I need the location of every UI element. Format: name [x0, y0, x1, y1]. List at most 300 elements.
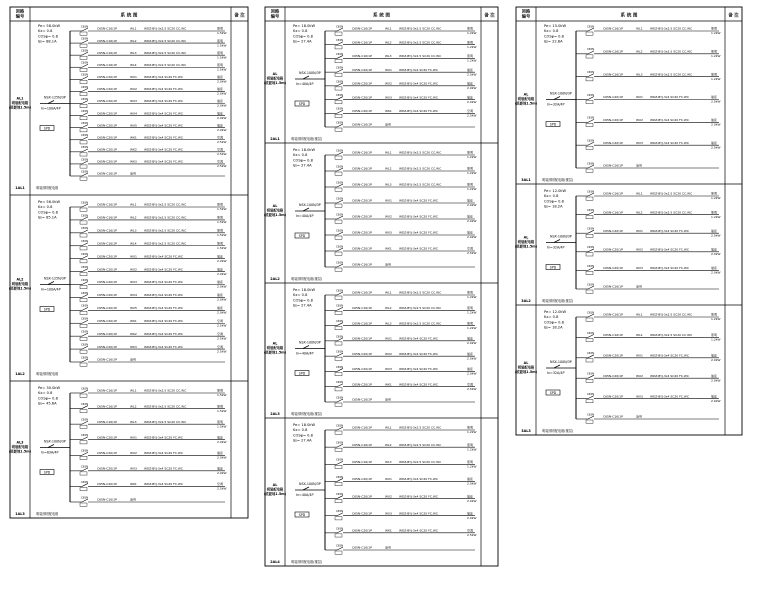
branch-breaker-tag: C65N — [587, 48, 595, 52]
branch-circuit-row — [70, 145, 227, 156]
load-parameter: COSφ= 0.8 — [293, 158, 313, 163]
branch-breaker-model: C65N-C20/1P — [97, 344, 117, 349]
load-power: 2.0kW — [711, 252, 721, 256]
load-use: 空调 — [217, 482, 224, 487]
branch-breaker-model: C65N-C20/1P — [352, 198, 372, 203]
load-use: 照明 — [217, 202, 224, 207]
branch-circuit-row — [70, 386, 227, 397]
branch-circuit-row — [576, 93, 721, 104]
cable-spec: WDZ-BYJ-3x2.5 SC20 CC.WC — [399, 442, 442, 447]
panel-id: 3AL2 — [521, 299, 531, 303]
branch-circuit-row — [70, 480, 227, 491]
rcd-box — [335, 448, 342, 451]
rcd-box — [80, 234, 87, 237]
rcd-box — [80, 441, 87, 444]
branch-breaker-tag: C65N — [81, 85, 89, 89]
branch-breaker-tag: C65N — [81, 109, 89, 113]
cable-spec: WDZ-BYJ-3x4 SC20 FC.WC — [650, 118, 689, 123]
branch-breaker-model: C65N-C20/1P — [603, 118, 623, 123]
branch-breaker-tag: C65N — [81, 61, 89, 65]
main-breaker-rating: In=40A/4P — [296, 493, 314, 497]
branch-breaker-symbol — [337, 248, 343, 251]
circuit-number: WK2 — [130, 147, 137, 152]
load-use: 插座 — [711, 247, 718, 252]
load-power: 2.0kW — [467, 99, 477, 104]
load-parameter: COSφ= 0.8 — [544, 34, 564, 39]
branch-breaker-symbol — [82, 320, 88, 323]
circuit-number: WL4 — [130, 62, 137, 67]
branch-breaker-model: C65N-C20/1P — [97, 159, 117, 164]
load-power: 2.0kW — [217, 79, 227, 84]
branch-breaker-tag: C65N — [336, 52, 344, 56]
load-use: 插座 — [217, 450, 224, 455]
panel-description: (底距地1.5m) — [263, 491, 287, 496]
panel-footer-note: 明装照明配电箱 — [36, 372, 59, 376]
branch-breaker-model: C65N-C20/1P — [352, 477, 372, 482]
load-use: 插座 — [467, 494, 474, 499]
distribution-panel-3AL3 — [515, 305, 742, 433]
rcd-box — [80, 247, 87, 250]
branch-circuit-row — [325, 350, 477, 361]
load-parameter: Kx= 0.8 — [293, 153, 308, 158]
cable-spec: WDZ-BYJ-3x4 SC20 FC.WC — [399, 246, 438, 251]
panel-id: 1AL3 — [15, 512, 25, 516]
branch-circuit-row — [576, 70, 721, 81]
branch-circuit-row — [70, 433, 227, 444]
rcd-box — [335, 101, 342, 104]
branch-circuit-row — [70, 133, 227, 144]
circuit-number: WL1 — [130, 388, 137, 393]
branch-breaker-model: C65N-C16/1P — [603, 191, 623, 196]
circuit-number: WX3 — [385, 511, 392, 516]
circuit-number: WL1 — [385, 26, 392, 31]
branch-breaker-tag: C65N — [336, 197, 344, 201]
branch-breaker-symbol — [588, 212, 594, 215]
cable-spec: WDZ-BYJ-3x4 SC20 FC.WC — [144, 99, 183, 104]
branch-circuit-row — [70, 85, 227, 96]
load-power: 2.5kW — [467, 251, 477, 256]
branch-breaker-tag: C65N — [587, 116, 595, 120]
rcd-box — [80, 472, 87, 475]
rcd-box — [80, 92, 87, 95]
panel-id: 2AL1 — [270, 137, 280, 141]
branch-breaker-symbol — [337, 152, 343, 155]
cable-spec: WDZ-BYJ-3x4 SC20 FC.WC — [650, 140, 689, 145]
branch-breaker-tag: C65N — [587, 139, 595, 143]
load-use: 照明 — [711, 312, 718, 317]
panel-description: (底距地1.5m) — [263, 212, 287, 217]
cable-spec: WDZ-BYJ-3x2.5 SC20 CC.WC — [399, 425, 442, 430]
circuit-number: WL2 — [636, 210, 643, 215]
main-breaker-symbol — [554, 240, 560, 243]
branch-breaker-tag: C65N — [587, 246, 595, 250]
load-use: 照明 — [711, 191, 718, 196]
header-circuit-number: 编号 — [15, 13, 25, 19]
load-power: 1.2kW — [711, 76, 721, 81]
branch-circuit-row — [325, 509, 477, 520]
load-parameter: COSφ= 0.8 — [293, 433, 313, 438]
branch-breaker-model: C65N-C20/1P — [352, 511, 372, 516]
branch-breaker-tag: C65N — [81, 227, 89, 231]
panel-description: (底距地1.5m) — [514, 101, 538, 106]
load-use: 照明 — [217, 388, 224, 393]
circuit-number: WX1 — [385, 198, 392, 203]
branch-breaker-model: C65N-C20/1P — [352, 95, 372, 100]
circuit-number: WL3 — [385, 54, 392, 59]
rcd-box — [80, 456, 87, 459]
cable-spec: WDZ-BYJ-3x4 SC20 FC.WC — [399, 67, 438, 72]
circuit-number: 备用 — [636, 284, 643, 289]
rcd-box — [586, 420, 593, 423]
header-remarks: 备 注 — [728, 13, 739, 19]
load-power: 1.5kW — [217, 67, 227, 72]
circuit-number: WK1 — [130, 482, 137, 487]
branch-breaker-symbol — [337, 264, 343, 267]
load-use: 插座 — [467, 230, 474, 235]
branch-breaker-symbol — [82, 137, 88, 140]
rcd-box — [586, 146, 593, 149]
branch-breaker-model: C65N-C20/1P — [603, 373, 623, 378]
branch-breaker-symbol — [337, 338, 343, 341]
panel-description: 明装配电箱 — [266, 487, 284, 492]
circuit-number: WK1 — [385, 528, 392, 533]
branch-breaker-tag: C65N — [81, 434, 89, 438]
circuit-number: WX2 — [385, 351, 392, 356]
load-power: 2.0kW — [711, 122, 721, 127]
load-use: 照明 — [217, 419, 224, 424]
panel-description: 明装配电箱 — [266, 345, 284, 350]
branch-circuit-row — [576, 116, 721, 127]
circuit-number: WL1 — [130, 202, 137, 207]
circuit-number: WX3 — [636, 394, 643, 399]
load-use: 插座 — [217, 306, 224, 311]
branch-breaker-model: C65N-C16/1P — [352, 545, 372, 550]
load-parameter: Kx= 0.8 — [544, 29, 559, 34]
branch-breaker-tag: C65N — [81, 343, 89, 347]
load-use: 照明 — [467, 26, 474, 31]
load-power: 1.5kW — [217, 424, 227, 429]
load-use: 照明 — [711, 26, 718, 31]
main-breaker-symbol — [48, 282, 54, 285]
branch-breaker-symbol — [588, 74, 594, 77]
branch-breaker-symbol — [337, 461, 343, 464]
load-use: 空调 — [217, 318, 224, 323]
load-use: 插座 — [217, 87, 224, 92]
branch-breaker-symbol — [82, 359, 88, 362]
load-power: 1.2kW — [467, 31, 477, 36]
branch-circuit-row — [70, 121, 227, 132]
circuit-number: WX3 — [130, 280, 137, 285]
load-power: 1.2kW — [467, 187, 477, 192]
panel-description: AL — [523, 235, 529, 240]
load-power: 2.0kW — [711, 270, 721, 275]
branch-breaker-tag: C65N — [81, 25, 89, 29]
branch-breaker-symbol — [82, 28, 88, 31]
circuit-number: WX2 — [385, 81, 392, 86]
branch-breaker-symbol — [337, 200, 343, 203]
branch-circuit-row — [576, 264, 721, 275]
panel-id: 2AL2 — [270, 277, 280, 281]
load-power: 2.0kW — [217, 127, 227, 132]
branch-breaker-model: C65N-C20/1P — [97, 254, 117, 259]
branch-circuit-row — [70, 239, 227, 250]
main-breaker-model: NSX-125N/3P — [44, 95, 66, 100]
branch-circuit-row — [325, 526, 477, 537]
load-use: 照明 — [467, 425, 474, 430]
panel-id: 1AL2 — [15, 372, 25, 376]
load-use: 插座 — [217, 293, 224, 298]
load-power: 2.0kW — [217, 297, 227, 302]
branch-circuit-row — [70, 495, 225, 506]
branch-circuit-row — [70, 418, 227, 429]
cable-spec: WDZ-BYJ-3x2.5 SC20 CC.WC — [650, 191, 693, 196]
branch-breaker-tag: C65N — [81, 170, 89, 174]
circuit-number: WX3 — [636, 266, 643, 271]
cable-spec: WDZ-BYJ-3x4 SC20 FC.WC — [144, 293, 183, 298]
load-parameter: Ijs= 45.6A — [38, 401, 57, 406]
load-parameter: COSφ= 0.8 — [38, 396, 58, 401]
rcd-box — [586, 169, 593, 172]
rcd-box — [586, 55, 593, 58]
branch-circuit-row — [325, 107, 477, 118]
branch-breaker-model: C65N-C20/1P — [97, 318, 117, 323]
branch-breaker-model: C65N-C16/1P — [603, 333, 623, 338]
branch-breaker-model: C65N-C20/1P — [603, 247, 623, 252]
load-power: 1.2kW — [467, 430, 477, 435]
cable-spec: WDZ-BYJ-3x4 SC20 FC.WC — [399, 367, 438, 372]
cable-spec: WDZ-BYJ-3x2.5 SC20 CC.WC — [650, 26, 693, 31]
load-use: 插座 — [711, 373, 718, 378]
load-parameter: Ijs= 88.1A — [38, 39, 57, 44]
branch-breaker-model: C65N-C20/1P — [97, 87, 117, 92]
main-breaker-model: NSX-100N/3P — [550, 91, 572, 96]
main-breaker-rating: In=32A/4P — [547, 245, 565, 250]
cable-spec: WDZ-BYJ-3x4 SC20 FC.WC — [650, 373, 689, 378]
panel-description: AL — [523, 361, 529, 365]
load-use: 插座 — [711, 140, 718, 145]
cable-spec: WDZ-BYJ-3x4 SC20 FC.WC — [399, 511, 438, 516]
load-parameter: COSφ= 0.8 — [544, 199, 564, 204]
cable-spec: WDZ-BYJ-3x2.5 SC20 CC.WC — [399, 150, 442, 155]
branch-breaker-symbol — [82, 161, 88, 164]
branch-breaker-symbol — [82, 173, 88, 176]
load-power: 1.5kW — [217, 220, 227, 225]
load-use: 空调 — [467, 246, 474, 251]
cable-spec: WDZ-BYJ-3x4 SC20 FC.WC — [399, 230, 438, 235]
circuit-number: 备用 — [636, 414, 643, 419]
rcd-box — [80, 298, 87, 301]
panel-description: (底距地1.5m) — [514, 369, 538, 374]
rcd-box — [335, 59, 342, 62]
load-parameter: COSφ= 0.8 — [544, 320, 564, 325]
load-parameter: Pe= 30.0kW — [38, 386, 61, 390]
branch-circuit-row — [70, 291, 227, 302]
branch-breaker-tag: C65N — [336, 527, 344, 531]
load-use: 照明 — [711, 72, 718, 77]
load-power: 2.0kW — [711, 358, 721, 362]
header-system-diagram: 系 统 图 — [620, 13, 638, 19]
branch-breaker-symbol — [82, 406, 88, 409]
circuit-number: WX1 — [130, 254, 137, 259]
branch-breaker-model: C65N-C16/1P — [352, 305, 372, 310]
load-power: 2.0kW — [467, 371, 477, 376]
branch-breaker-model: C65N-C16/1P — [603, 284, 623, 289]
main-breaker-model: NSX-125N/3P — [44, 276, 66, 281]
cable-spec: WDZ-BYJ-3x4 SC20 FC.WC — [144, 466, 183, 471]
branch-breaker-tag: C65N — [81, 134, 89, 138]
branch-circuit-row — [325, 475, 477, 486]
rcd-box — [586, 338, 593, 341]
load-power: 2.5kW — [217, 323, 227, 328]
circuit-number: WX1 — [385, 477, 392, 482]
rcd-box — [586, 101, 593, 104]
panel-description: (底距地1.5m) — [8, 449, 32, 454]
branch-breaker-tag: C65N — [336, 245, 344, 249]
load-use: 照明 — [217, 38, 224, 43]
rcd-box — [335, 268, 342, 271]
branch-circuit-row — [325, 319, 477, 330]
panel-description: AL — [272, 72, 278, 76]
load-parameter: Ijs= 27.4A — [293, 163, 312, 168]
panel-description: 明装配电箱 — [517, 365, 535, 370]
branch-breaker-symbol — [82, 230, 88, 233]
branch-breaker-symbol — [337, 353, 343, 356]
branch-circuit-row — [70, 97, 227, 108]
load-use: 照明 — [711, 333, 718, 338]
panel-description: AL — [523, 92, 529, 97]
branch-breaker-symbol — [337, 42, 343, 45]
header-system-diagram: 系 统 图 — [120, 13, 138, 19]
main-breaker-rating: In=40A/4P — [296, 351, 314, 356]
branch-breaker-tag: C65N — [336, 441, 344, 445]
load-power: 1.2kW — [711, 196, 721, 201]
branch-circuit-row — [70, 278, 227, 289]
rcd-box — [80, 56, 87, 59]
branch-breaker-tag: C65N — [336, 213, 344, 217]
branch-circuit-row — [70, 402, 227, 413]
panel-id: 2AL3 — [270, 412, 280, 416]
branch-circuit-row — [325, 148, 477, 159]
branch-breaker-model: C65N-C16/1P — [97, 50, 117, 55]
panel-description: AL — [272, 341, 278, 346]
branch-breaker-symbol — [337, 168, 343, 171]
branch-breaker-symbol — [337, 496, 343, 499]
panel-description: AL1 — [16, 96, 24, 101]
rcd-box — [335, 482, 342, 485]
branch-circuit-row — [70, 61, 227, 72]
branch-breaker-symbol — [588, 267, 594, 270]
branch-breaker-symbol — [337, 28, 343, 31]
branch-circuit-row — [325, 24, 477, 35]
load-power: 1.2kW — [711, 54, 721, 59]
load-use: 插座 — [217, 99, 224, 104]
branch-breaker-tag: C65N — [81, 418, 89, 422]
branch-breaker-symbol — [588, 230, 594, 233]
load-power: 2.0kW — [711, 378, 721, 383]
branch-breaker-symbol — [82, 76, 88, 79]
branch-breaker-tag: C65N — [336, 165, 344, 169]
cable-spec: WDZ-BYJ-3x2.5 SC20 CC.WC — [399, 54, 442, 59]
circuit-number: WX2 — [130, 267, 137, 272]
branch-circuit-row — [576, 351, 721, 362]
circuit-number: WX1 — [130, 75, 137, 80]
circuit-number: 备用 — [636, 163, 643, 168]
cable-spec: WDZ-BYJ-3x2.5 SC20 CC.WC — [650, 210, 693, 215]
rcd-box — [586, 271, 593, 274]
branch-circuit-row — [70, 449, 227, 460]
branch-circuit-row — [576, 282, 719, 293]
cable-spec: WDZ-BYJ-3x2.5 SC20 CC.WC — [399, 305, 442, 310]
load-power: 1.2kW — [467, 325, 477, 330]
rcd-box — [335, 188, 342, 191]
branch-breaker-tag: C65N — [587, 190, 595, 194]
branch-breaker-tag: C65N — [336, 25, 344, 29]
cable-spec: WDZ-BYJ-3x4 SC20 FC.WC — [144, 318, 183, 323]
circuit-number: WX3 — [130, 466, 137, 471]
load-use: 插座 — [217, 466, 224, 471]
panel-footer-note: 明装照明配电箱(楼层) — [542, 178, 574, 182]
load-power: 1.2kW — [711, 337, 721, 342]
load-power: 2.0kW — [467, 86, 477, 91]
circuit-number: WX2 — [130, 450, 137, 455]
load-power: 2.0kW — [467, 72, 477, 77]
rcd-box — [586, 234, 593, 237]
branch-circuit-row — [576, 331, 721, 342]
load-use: 照明 — [467, 442, 474, 447]
branch-breaker-tag: C65N — [336, 396, 344, 400]
main-breaker-model: NSX-100N/3P — [299, 482, 321, 486]
panel-footer-note: 明装照明配电箱 — [36, 512, 59, 516]
load-power: 1.2kW — [711, 214, 721, 219]
branch-breaker-tag: C65N — [336, 458, 344, 462]
load-use: 照明 — [711, 49, 718, 54]
branch-breaker-tag: C65N — [81, 278, 89, 282]
load-use: 插座 — [467, 198, 474, 203]
branch-circuit-row — [325, 180, 477, 191]
circuit-number: WK1 — [385, 382, 392, 387]
cable-spec: WDZ-BYJ-3x4 SC20 FC.WC — [399, 494, 438, 499]
branch-circuit-row — [325, 492, 477, 503]
circuit-number: WL2 — [385, 166, 392, 171]
distribution-panel-1AL2 — [9, 195, 248, 376]
branch-breaker-symbol — [588, 97, 594, 100]
load-parameter: COSφ= 0.8 — [293, 298, 313, 303]
load-power: 1.5kW — [217, 245, 227, 250]
cable-spec: WDZ-BYJ-3x2.5 SC20 CC.WC — [144, 62, 187, 67]
branch-breaker-symbol — [337, 444, 343, 447]
branch-breaker-model: C65N-C20/1P — [352, 246, 372, 251]
main-breaker-model: NSX-100N/3P — [44, 439, 66, 444]
branch-breaker-symbol — [82, 421, 88, 424]
branch-breaker-model: C65N-C20/1P — [352, 494, 372, 499]
rcd-box — [80, 324, 87, 327]
circuit-number: WX3 — [385, 367, 392, 372]
load-power: 1.5kW — [217, 233, 227, 238]
load-use: 插座 — [467, 214, 474, 219]
spd-label: SPD — [549, 265, 557, 270]
load-use: 空调 — [467, 108, 474, 113]
branch-breaker-symbol — [337, 69, 343, 72]
branch-breaker-model: C65N-C20/1P — [97, 147, 117, 152]
branch-circuit-row — [325, 196, 477, 207]
cable-spec: WDZ-BYJ-3x4 SC20 FC.WC — [144, 159, 183, 164]
branch-breaker-model: C65N-C20/1P — [603, 394, 623, 399]
circuit-number: WX2 — [636, 118, 643, 123]
load-power: 1.2kW — [711, 317, 721, 322]
rcd-box — [80, 32, 87, 35]
load-power: 2.0kW — [467, 341, 477, 346]
branch-breaker-tag: C65N — [81, 387, 89, 391]
